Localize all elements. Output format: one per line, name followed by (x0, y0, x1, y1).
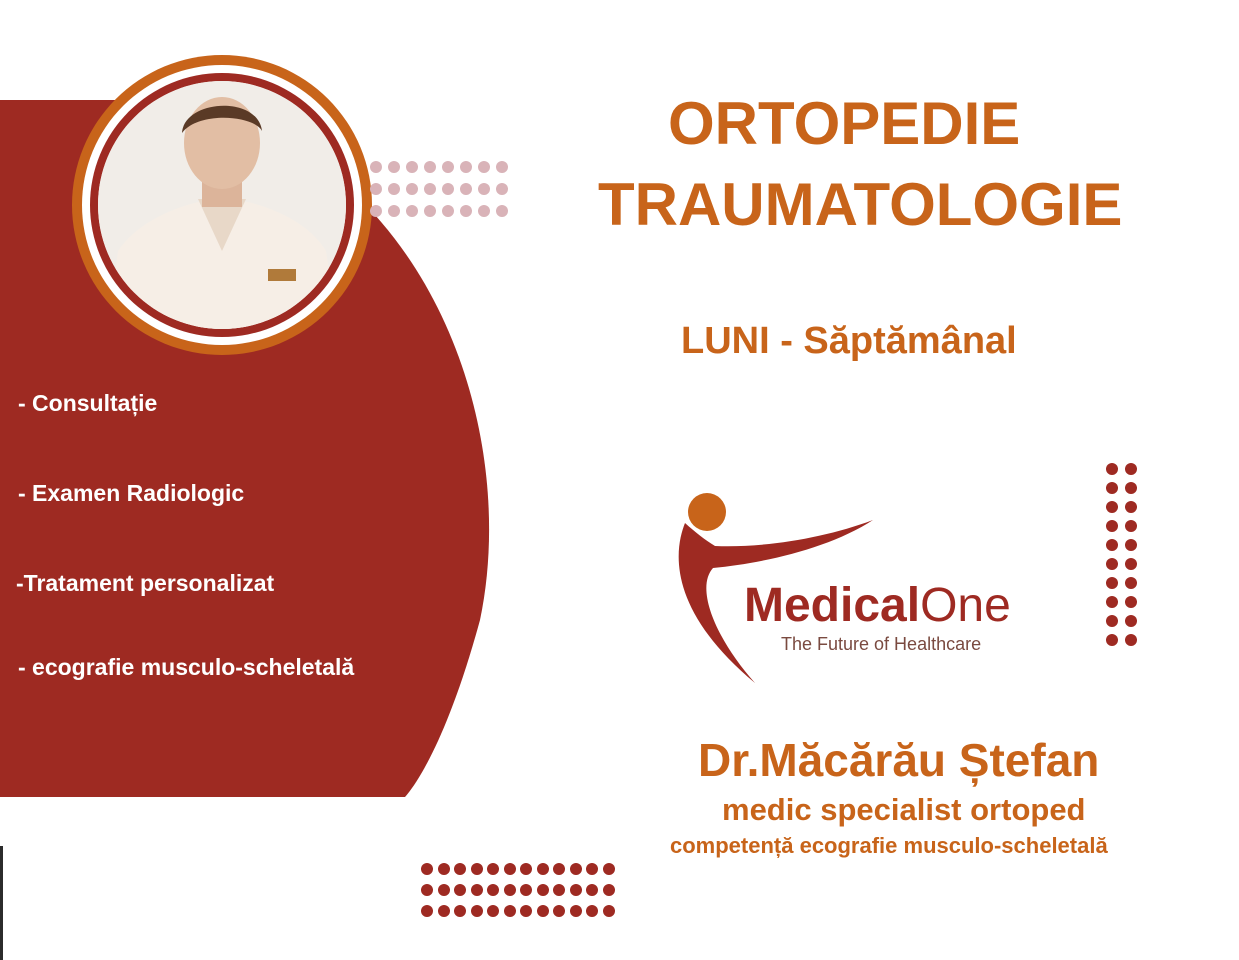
decorative-dot (1125, 577, 1137, 589)
decorative-dot (478, 161, 490, 173)
decorative-dot (471, 863, 483, 875)
service-item: -Tratament personalizat (16, 570, 275, 596)
decorative-dot (553, 884, 565, 896)
decorative-dot-grid-bottom (421, 863, 615, 917)
service-item: - Consultație (18, 390, 158, 416)
decorative-dot (553, 863, 565, 875)
decorative-dot (487, 905, 499, 917)
decorative-dot (1106, 539, 1118, 551)
decorative-dot (438, 863, 450, 875)
decorative-dot (1125, 615, 1137, 627)
decorative-dot (454, 884, 466, 896)
decorative-dot (586, 863, 598, 875)
decorative-dot (442, 205, 454, 217)
decorative-dot (1106, 463, 1118, 475)
decorative-dot (1125, 463, 1137, 475)
decorative-dot (454, 863, 466, 875)
decorative-dot (570, 863, 582, 875)
decorative-dot (570, 905, 582, 917)
service-item: - Examen Radiologic (18, 480, 245, 506)
logo-wordmark (744, 580, 1011, 632)
decorative-dot (1106, 482, 1118, 494)
decorative-dot (1106, 501, 1118, 513)
decorative-dot-grid-pink (370, 161, 508, 217)
heading-line-1: ORTOPEDIE (668, 90, 1021, 157)
decorative-dot (537, 884, 549, 896)
doctor-portrait-frame (72, 55, 372, 355)
decorative-dot (421, 863, 433, 875)
decorative-dot (1125, 596, 1137, 608)
decorative-dot (1125, 558, 1137, 570)
doctor-competence: competență ecografie musculo-scheletală (670, 833, 1108, 858)
decorative-dot (496, 205, 508, 217)
decorative-dot (406, 161, 418, 173)
decorative-dot-grid-right (1106, 463, 1137, 646)
decorative-dot (520, 863, 532, 875)
decorative-dot (370, 161, 382, 173)
decorative-dot (424, 205, 436, 217)
decorative-dot (388, 183, 400, 195)
decorative-dot (1125, 539, 1137, 551)
heading-line-2: TRAUMATOLOGIE (598, 171, 1123, 238)
decorative-dot (442, 161, 454, 173)
decorative-dot (603, 863, 615, 875)
decorative-dot (504, 884, 516, 896)
decorative-dot (1106, 577, 1118, 589)
decorative-dot (537, 863, 549, 875)
decorative-dot (1125, 501, 1137, 513)
decorative-dot (406, 205, 418, 217)
decorative-dot (603, 884, 615, 896)
decorative-dot (1106, 596, 1118, 608)
decorative-dot (553, 905, 565, 917)
decorative-dot (487, 884, 499, 896)
logo-tagline: The Future of Healthcare (781, 634, 982, 654)
decorative-dot (421, 905, 433, 917)
decorative-dot (424, 161, 436, 173)
decorative-dot (370, 183, 382, 195)
decorative-dot (478, 183, 490, 195)
person-icon (98, 81, 346, 329)
decorative-dot (537, 905, 549, 917)
decorative-dot (438, 884, 450, 896)
decorative-dot (570, 884, 582, 896)
decorative-dot (471, 884, 483, 896)
decorative-dot (424, 183, 436, 195)
decorative-dot (388, 205, 400, 217)
decorative-dot (1125, 520, 1137, 532)
decorative-dot (421, 884, 433, 896)
doctor-photo (98, 81, 346, 329)
decorative-dot (471, 905, 483, 917)
decorative-dot (520, 884, 532, 896)
decorative-dot (586, 905, 598, 917)
decorative-dot (504, 905, 516, 917)
decorative-dot (460, 161, 472, 173)
decorative-dot (520, 905, 532, 917)
decorative-dot (487, 863, 499, 875)
doctor-title: medic specialist ortoped (722, 792, 1086, 827)
decorative-dot (1106, 520, 1118, 532)
decorative-dot (1106, 615, 1118, 627)
decorative-dot (478, 205, 490, 217)
doctor-name: Dr.Măcărău Ștefan (698, 734, 1100, 786)
decorative-dot (586, 884, 598, 896)
logo-name-part2: One (920, 579, 1011, 632)
service-item: - ecografie musculo-scheletală (18, 654, 355, 680)
decorative-dot (460, 205, 472, 217)
decorative-dot (504, 863, 516, 875)
decorative-dot (388, 161, 400, 173)
decorative-dot (1106, 634, 1118, 646)
schedule-text: LUNI - Săptămânal (681, 320, 1017, 362)
decorative-dot (442, 183, 454, 195)
decorative-dot (438, 905, 450, 917)
decorative-dot (1125, 482, 1137, 494)
decorative-dot (454, 905, 466, 917)
logo-name-part1: Medical (744, 579, 921, 632)
decorative-dot (1106, 558, 1118, 570)
decorative-dot (603, 905, 615, 917)
decorative-dot (1125, 634, 1137, 646)
decorative-dot (460, 183, 472, 195)
decorative-dot (370, 205, 382, 217)
decorative-dot (496, 161, 508, 173)
decorative-dot (496, 183, 508, 195)
decorative-dot (406, 183, 418, 195)
